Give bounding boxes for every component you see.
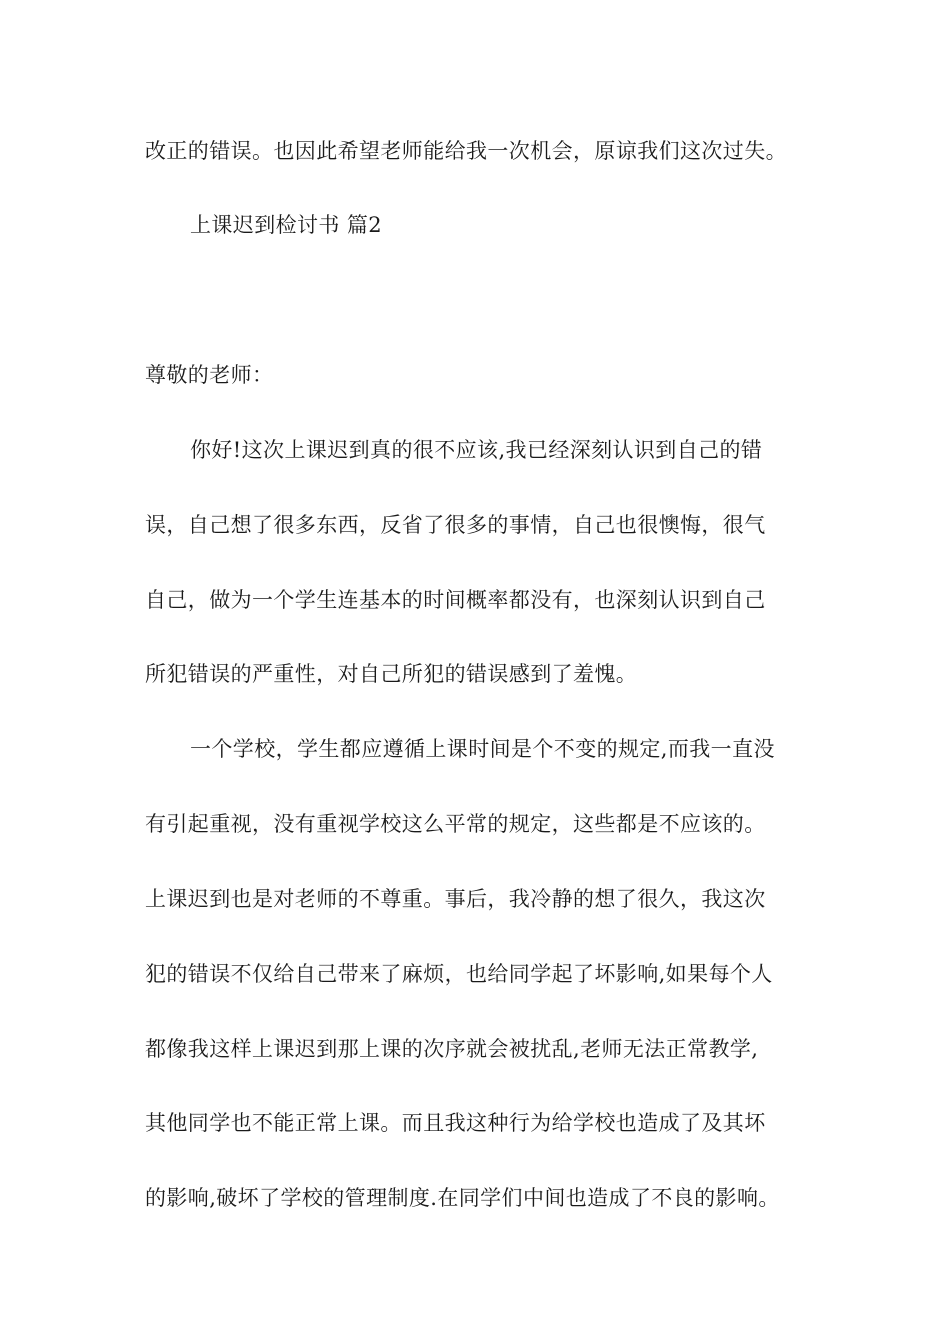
paragraph-line: 其他同学也不能正常上课。而且我这种行为给学校也造成了及其坏 xyxy=(145,1111,766,1135)
paragraph-line: 改正的错误。也因此希望老师能给我一次机会，原谅我们这次过失。 xyxy=(145,139,787,163)
salutation: 尊敬的老师： xyxy=(145,363,274,387)
paragraph-line: 自己，做为一个学生连基本的时间概率都没有，也深刻认识到自己 xyxy=(145,588,766,612)
paragraph-line: 都像我这样上课迟到那上课的次序就会被扰乱,老师无法正常教学, xyxy=(145,1037,759,1061)
paragraph-line: 犯的错误不仅给自己带来了麻烦，也给同学起了坏影响,如果每个人 xyxy=(145,962,773,986)
paragraph-line: 上课迟到也是对老师的不尊重。事后，我冷静的想了很久，我这次 xyxy=(145,887,766,911)
paragraph-line: 所犯错误的严重性，对自己所犯的错误感到了羞愧。 xyxy=(145,662,638,686)
paragraph-line: 有引起重视，没有重视学校这么平常的规定，这些都是不应该的。 xyxy=(145,812,766,836)
paragraph-line: 你好!这次上课迟到真的很不应该,我已经深刻认识到自己的错 xyxy=(190,438,763,462)
paragraph-line: 一个学校，学生都应遵循上课时间是个不变的规定,而我一直没 xyxy=(190,737,775,761)
paragraph-line: 的影响,破坏了学校的管理制度.在同学们中间也造成了不良的影响。 xyxy=(145,1186,780,1210)
paragraph-line: 误，自己想了很多东西，反省了很多的事情，自己也很懊悔，很气 xyxy=(145,513,766,537)
section-heading: 上课迟到检讨书 篇2 xyxy=(190,213,383,237)
